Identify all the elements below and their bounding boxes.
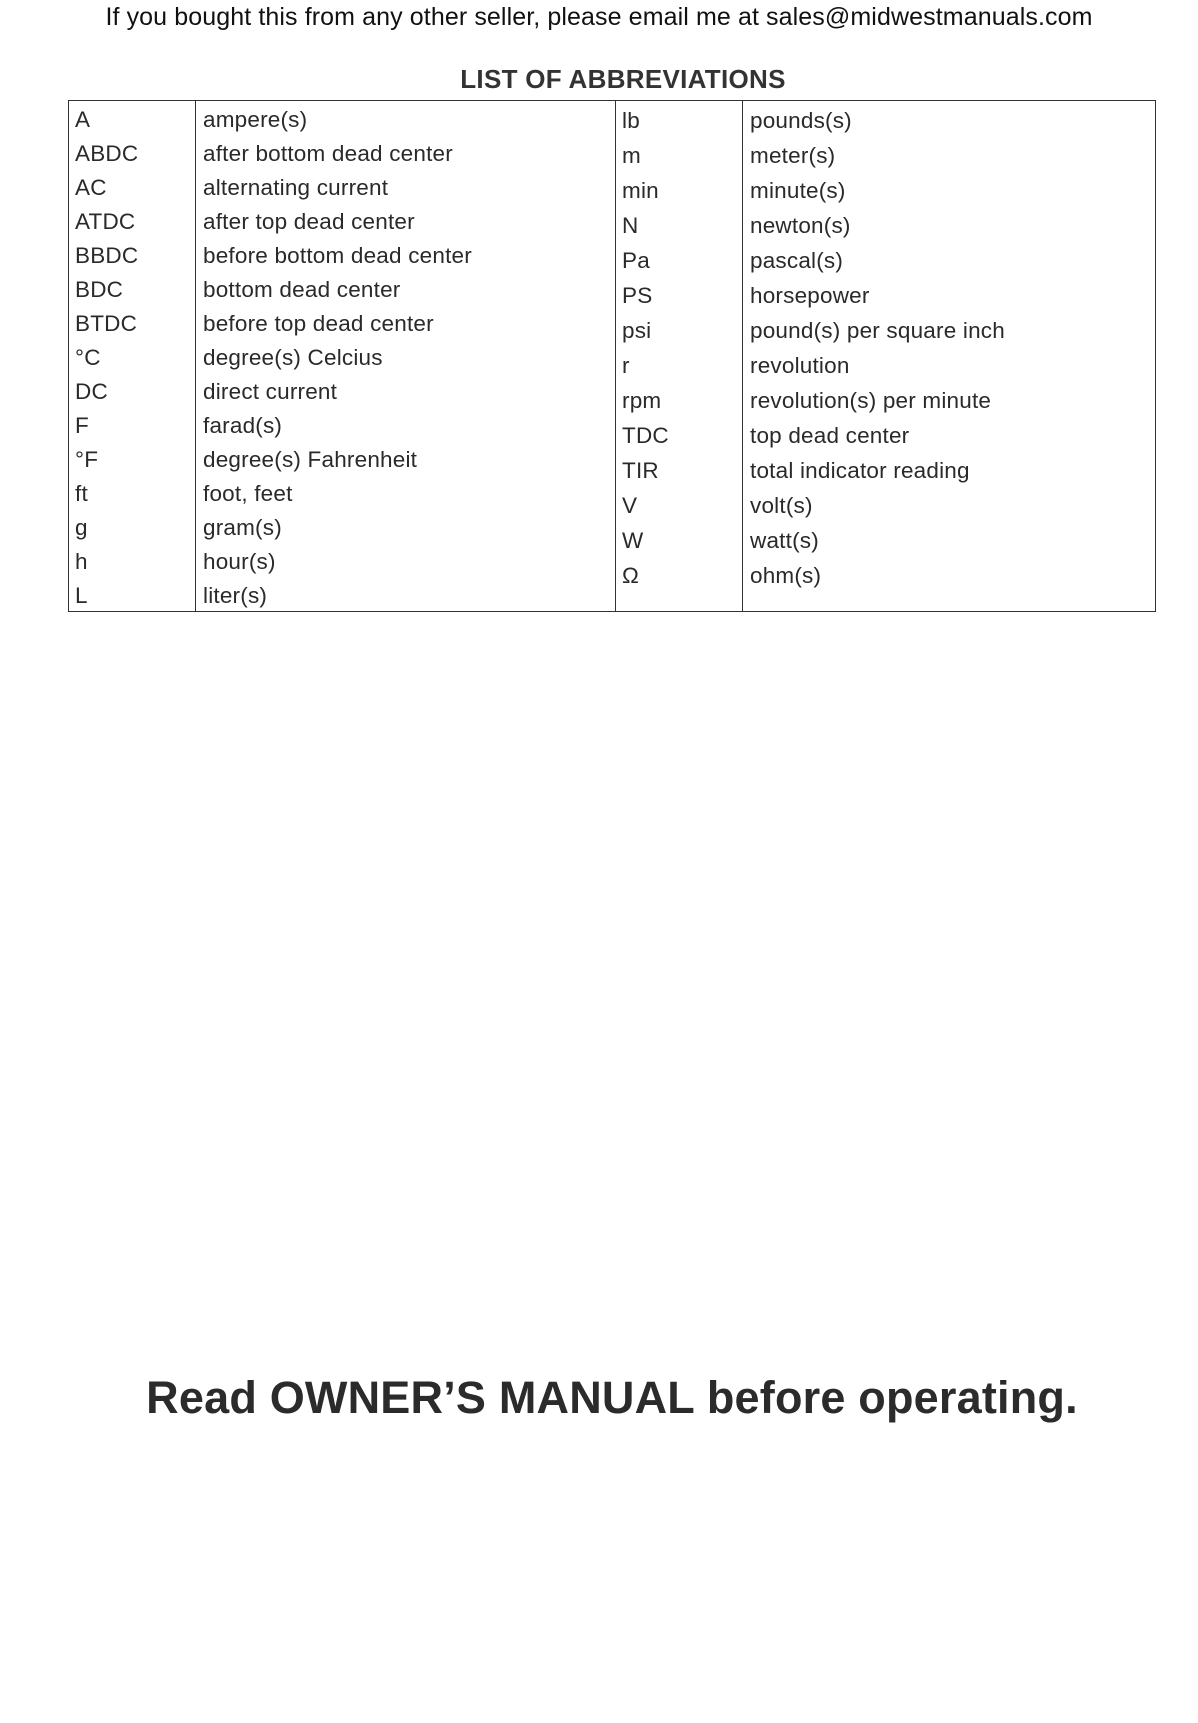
abbr-cell: DC (75, 379, 108, 404)
abbr-cell: F (75, 413, 89, 438)
meaning-cell: pound(s) per square inch (750, 318, 1005, 343)
abbr-cell: g (75, 515, 88, 540)
meaning-cell: degree(s) Celcius (203, 345, 383, 370)
meaning-cell: direct current (203, 379, 338, 404)
abbr-cell: TDC (622, 423, 669, 448)
meaning-cell: horsepower (750, 283, 870, 308)
left-abbr-column (69, 101, 195, 611)
abbreviations-title: LIST OF ABBREVIATIONS (460, 64, 786, 94)
abbr-cell: A (75, 107, 91, 132)
meaning-cell: gram(s) (203, 515, 282, 540)
abbr-cell: r (622, 353, 630, 378)
meaning-cell: revolution(s) per minute (750, 388, 992, 413)
abbr-cell: m (622, 143, 641, 168)
meaning-cell: top dead center (750, 423, 910, 448)
abbr-cell: ABDC (75, 141, 139, 166)
meaning-cell: degree(s) Fahrenheit (203, 447, 418, 472)
abbr-cell: BBDC (75, 243, 139, 268)
meaning-cell: hour(s) (203, 549, 276, 574)
meaning-cell: total indicator reading (750, 458, 970, 483)
right-abbr-column (615, 101, 742, 611)
meaning-cell: minute(s) (750, 178, 846, 203)
abbr-cell: Ω (622, 563, 640, 588)
abbr-cell: ft (75, 481, 88, 506)
right-meaning-column (742, 101, 1155, 611)
meaning-cell: foot, feet (203, 481, 293, 506)
abbr-cell: TIR (622, 458, 659, 483)
meaning-cell: ampere(s) (203, 107, 308, 132)
abbr-cell: lb (622, 108, 640, 133)
meaning-cell: pounds(s) (750, 108, 852, 133)
meaning-cell: alternating current (203, 175, 389, 200)
abbr-cell: h (75, 549, 88, 574)
abbr-cell: BDC (75, 277, 124, 302)
meaning-cell: pascal(s) (750, 248, 844, 273)
meaning-cell: meter(s) (750, 143, 836, 168)
meaning-cell: watt(s) (750, 528, 819, 553)
abbr-cell: psi (622, 318, 652, 343)
meaning-cell: farad(s) (203, 413, 283, 438)
abbr-cell: BTDC (75, 311, 138, 336)
meaning-cell: before top dead center (203, 311, 434, 336)
owners-manual-warning: Read OWNER’S MANUAL before operating. (146, 1372, 1078, 1423)
abbr-cell: AC (75, 175, 107, 200)
abbr-cell: N (622, 213, 639, 238)
meaning-cell: before bottom dead center (203, 243, 472, 268)
abbr-cell: ATDC (75, 209, 136, 234)
abbr-cell: °C (75, 345, 101, 370)
meaning-cell: after bottom dead center (203, 141, 453, 166)
abbr-cell: V (622, 493, 638, 518)
abbr-cell: min (622, 178, 659, 203)
meaning-cell: revolution (750, 353, 850, 378)
meaning-cell: ohm(s) (750, 563, 822, 588)
meaning-cell: volt(s) (750, 493, 813, 518)
meaning-cell: bottom dead center (203, 277, 401, 302)
abbr-cell: PS (622, 283, 653, 308)
abbr-cell: rpm (622, 388, 662, 413)
abbr-cell: Pa (622, 248, 650, 273)
abbr-cell: L (75, 583, 88, 608)
meaning-cell: liter(s) (203, 583, 268, 608)
seller-notice: If you bought this from any other seller, please email me at sales@midwestmanuals.com (105, 3, 1093, 31)
abbreviations-table (68, 100, 1156, 612)
left-meaning-column (195, 101, 615, 611)
meaning-cell: newton(s) (750, 213, 851, 238)
meaning-cell: after top dead center (203, 209, 415, 234)
abbr-cell: °F (75, 447, 99, 472)
abbr-cell: W (622, 528, 644, 553)
